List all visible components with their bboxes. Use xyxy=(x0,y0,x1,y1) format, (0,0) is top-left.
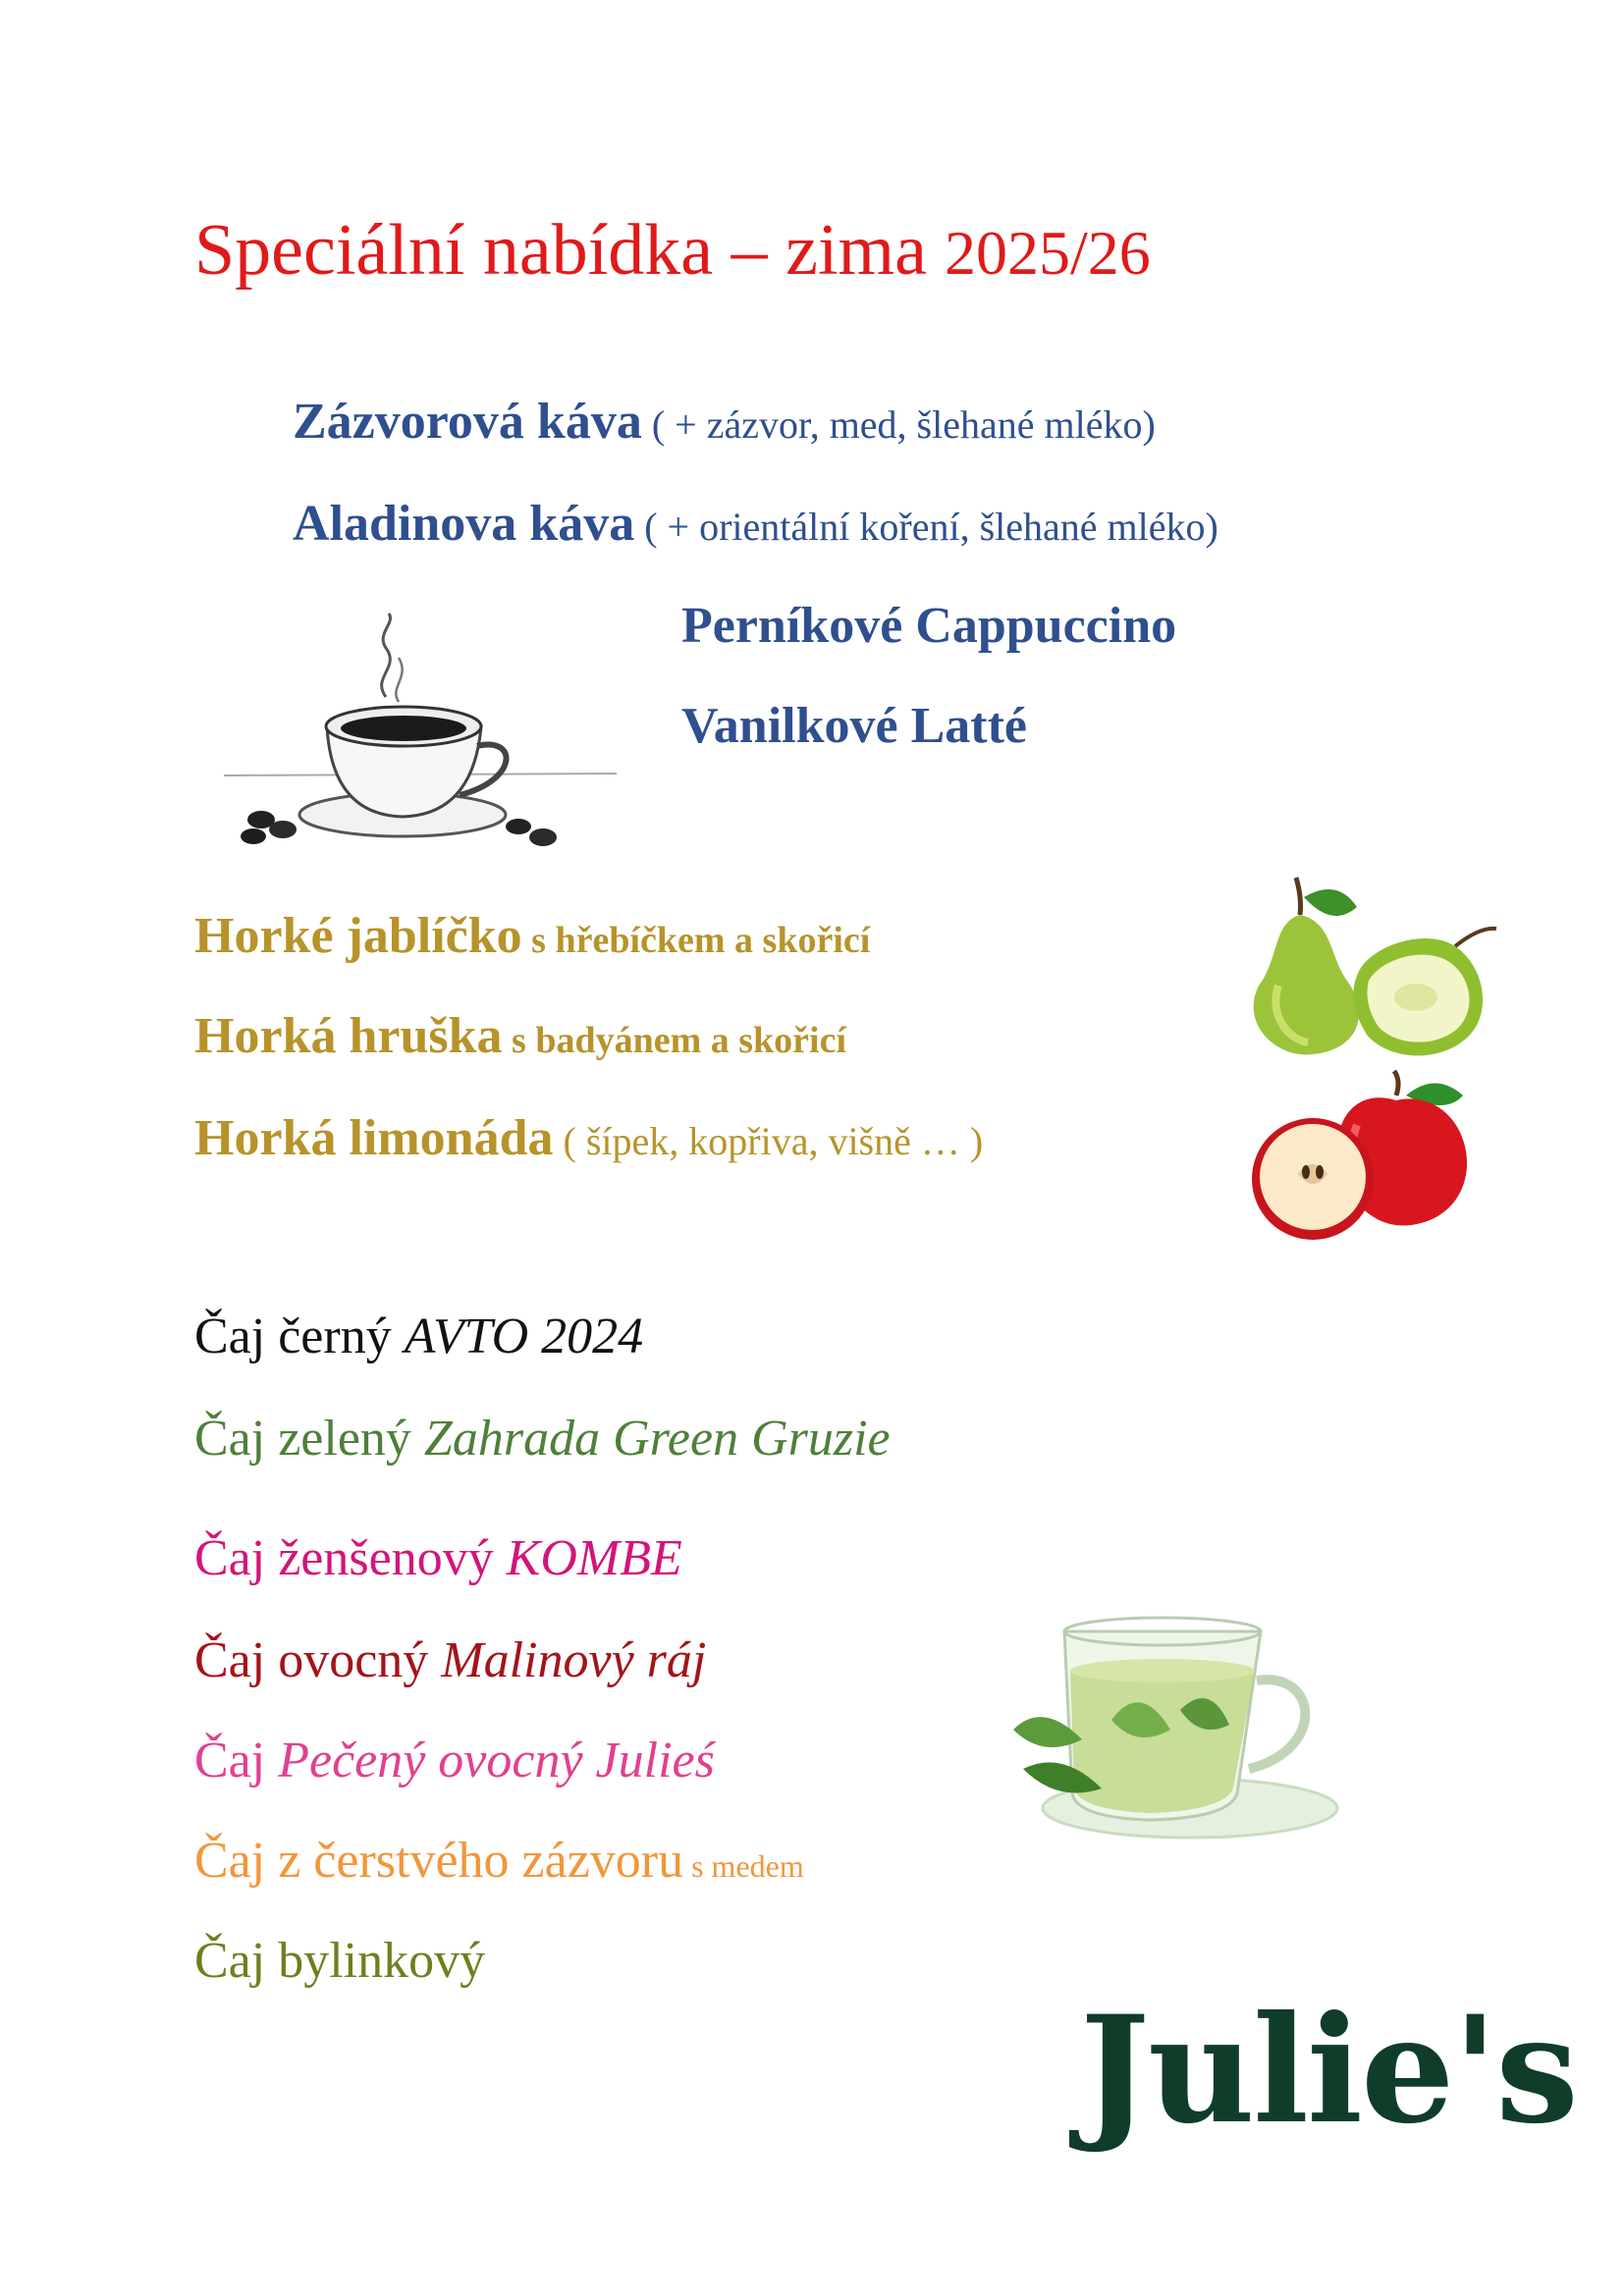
logo-text: Julie's xyxy=(1080,1984,1577,2157)
tea-extra: s medem xyxy=(683,1848,804,1884)
item-note: ( šípek, kopřiva, višně … ) xyxy=(553,1119,984,1163)
tea-variety: Malinový ráj xyxy=(441,1632,707,1688)
item-name: Zázvorová káva xyxy=(293,394,642,450)
tea-cup-icon xyxy=(1003,1612,1347,1847)
tea-name: Čaj z čerstvého zázvoru xyxy=(194,1833,684,1889)
menu-item-hot-drink xyxy=(194,1110,984,1166)
menu-item-tea xyxy=(194,1530,682,1586)
tea-variety: AVTO 2024 xyxy=(404,1308,644,1364)
tea-variety: Pečený ovocný Julieś xyxy=(278,1733,715,1789)
menu-item-tea xyxy=(194,1411,891,1467)
title-year: 2025/26 xyxy=(944,218,1151,288)
item-name: Horká limonáda xyxy=(194,1110,554,1166)
tea-variety: Zahrada Green Gruzie xyxy=(423,1411,891,1467)
tea-name: Čaj ženšenový xyxy=(194,1530,507,1586)
menu-item-coffee xyxy=(681,698,1027,754)
coffee-cup-icon xyxy=(224,609,617,854)
menu-item-coffee xyxy=(681,598,1177,654)
item-note: ( + orientální koření, šlehané mléko) xyxy=(634,505,1218,549)
title-main: Speciální nabídka – zima xyxy=(194,210,927,291)
item-note: ( + zázvor, med, šlehané mléko) xyxy=(641,402,1156,447)
menu-item-tea xyxy=(194,1632,707,1688)
tea-variety: KOMBE xyxy=(506,1530,682,1586)
item-name: Perníkové Cappuccino xyxy=(681,598,1177,654)
item-name: Horké jablíčko xyxy=(194,908,522,964)
menu-item-coffee xyxy=(293,496,1218,552)
tea-name: Čaj ovocný xyxy=(194,1632,442,1688)
tea-name: Čaj zelený xyxy=(194,1411,424,1467)
menu-item-tea xyxy=(194,1308,644,1364)
pear-icon xyxy=(1239,868,1514,1064)
tea-name: Čaj černý xyxy=(194,1308,405,1364)
menu-item-coffee xyxy=(293,394,1156,450)
tea-name: Čaj xyxy=(194,1733,279,1789)
item-name: Horká hruška xyxy=(194,1008,503,1064)
menu-item-tea xyxy=(194,1735,715,1787)
menu-item-tea xyxy=(194,1933,486,1989)
item-sub: s badyánem a skořicí xyxy=(502,1020,847,1061)
apple-icon xyxy=(1239,1066,1494,1243)
menu-item-hot-drink xyxy=(194,908,871,964)
item-name: Aladinova káva xyxy=(293,496,635,552)
menu-item-tea xyxy=(194,1833,804,1889)
page-title xyxy=(194,210,1151,291)
item-sub: s hřebíčkem a skořicí xyxy=(521,920,871,961)
item-name: Vanilkové Latté xyxy=(681,698,1027,754)
tea-name: Čaj bylinkový xyxy=(194,1933,486,1989)
menu-item-hot-drink xyxy=(194,1008,847,1064)
julies-logo xyxy=(1080,1984,1577,2157)
